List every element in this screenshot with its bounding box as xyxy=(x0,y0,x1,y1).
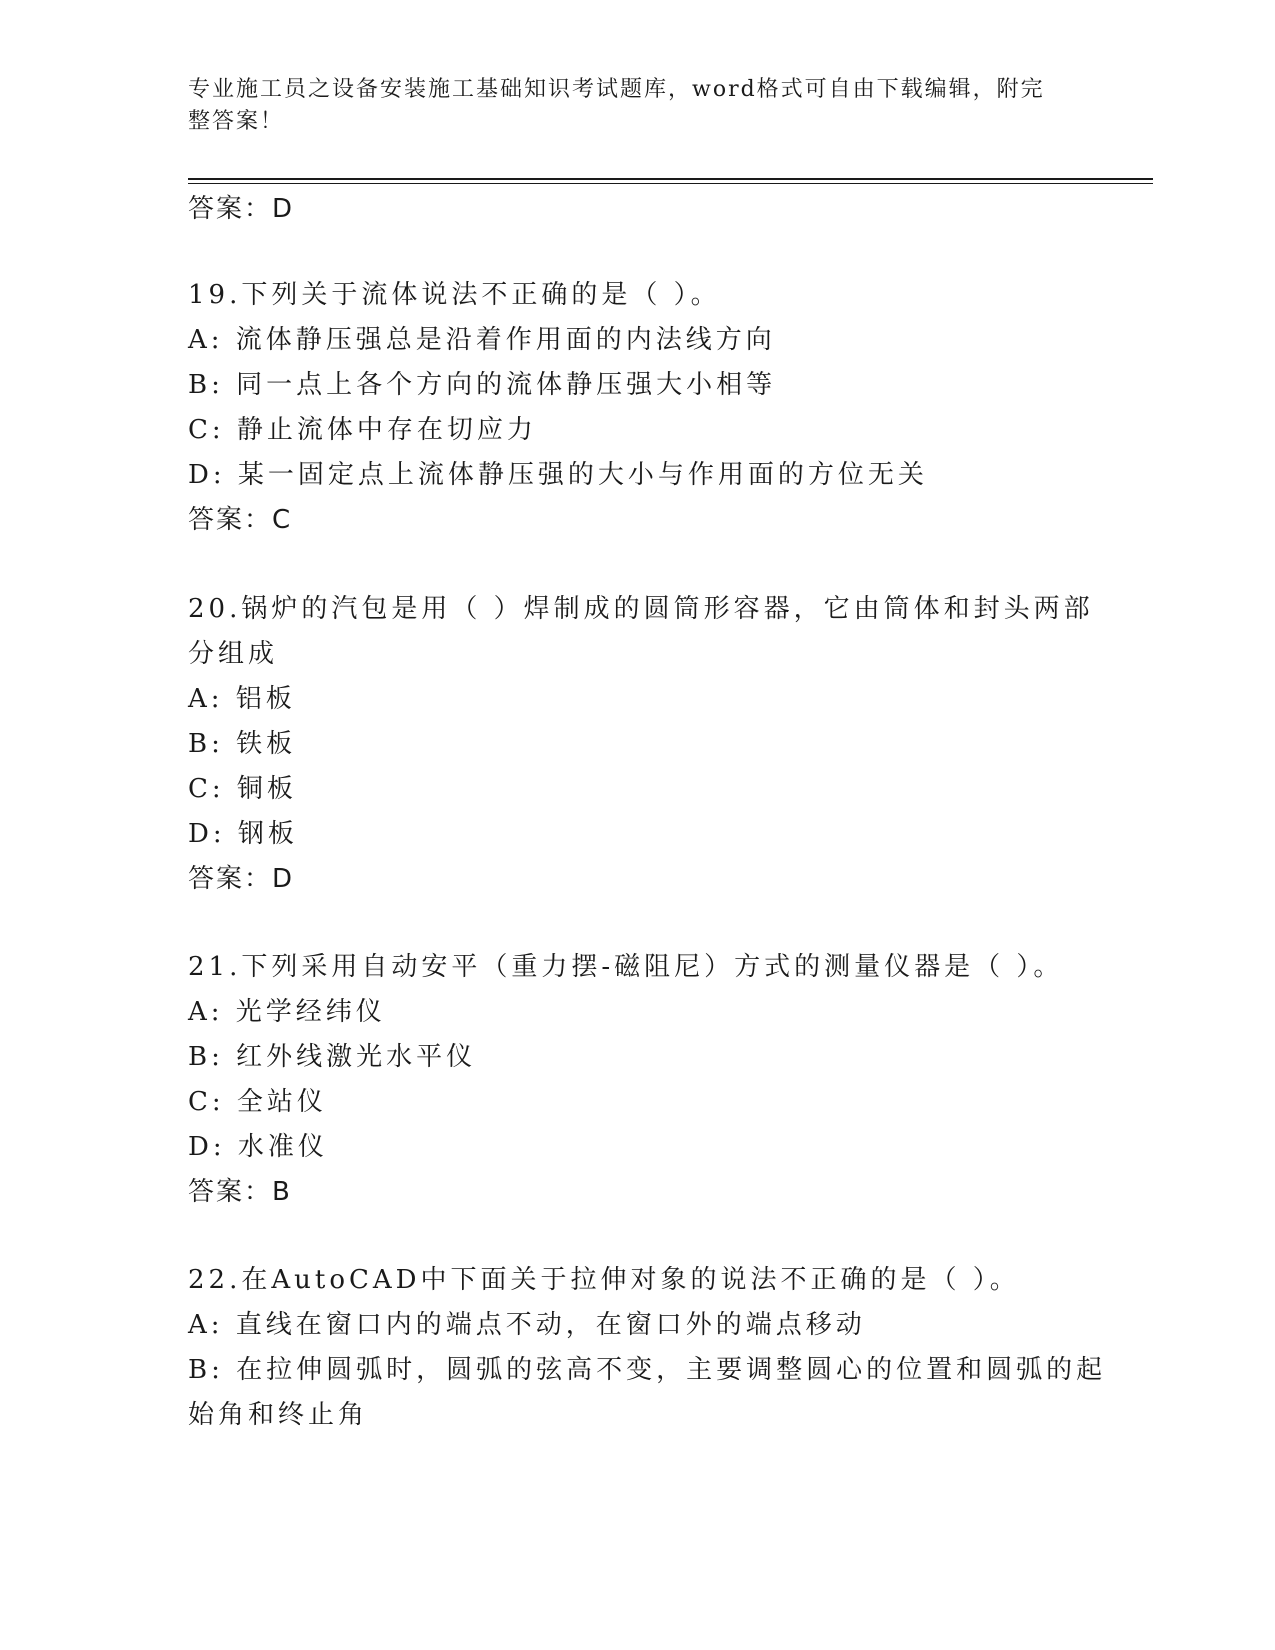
header-text-line1: 专业施工员之设备安装施工基础知识考试题库，word格式可自由下载编辑，附完 xyxy=(188,77,1045,102)
answer-18: 答案：D xyxy=(188,194,295,224)
question-20-stem: 20.锅炉的汽包是用（ ）焊制成的圆筒形容器，它由筒体和封头两部 xyxy=(188,594,1094,624)
q22-option-b-cont: 始角和终止角 xyxy=(188,1400,369,1430)
q21-option-b: B: 红外线激光水平仪 xyxy=(188,1042,477,1072)
header-text-line2: 整答案！ xyxy=(188,109,285,134)
q20-option-a: A: 铝板 xyxy=(188,684,296,714)
q21-option-c: C: 全站仪 xyxy=(188,1087,327,1117)
answer-21: 答案：B xyxy=(188,1177,292,1207)
q19-option-b: B: 同一点上各个方向的流体静压强大小相等 xyxy=(188,370,777,400)
answer-19: 答案：C xyxy=(188,505,293,535)
q20-option-d: D: 钢板 xyxy=(188,819,298,849)
q19-option-a: A: 流体静压强总是沿着作用面的内法线方向 xyxy=(188,325,776,355)
q21-option-d: D: 水准仪 xyxy=(188,1132,328,1162)
question-21-stem: 21.下列采用自动安平（重力摆-磁阻尼）方式的测量仪器是（ ）。 xyxy=(188,952,1064,982)
header-divider xyxy=(188,178,1153,180)
q22-option-a: A: 直线在窗口内的端点不动，在窗口外的端点移动 xyxy=(188,1310,866,1340)
question-19-stem: 19.下列关于流体说法不正确的是（ ）。 xyxy=(188,280,721,310)
q20-option-c: C: 铜板 xyxy=(188,774,297,804)
answer-20: 答案：D xyxy=(188,864,295,894)
q19-option-d: D: 某一固定点上流体静压强的大小与作用面的方位无关 xyxy=(188,460,928,490)
q20-option-b: B: 铁板 xyxy=(188,729,297,759)
q22-option-b: B: 在拉伸圆弧时，圆弧的弦高不变，主要调整圆心的位置和圆弧的起 xyxy=(188,1355,1107,1385)
page-header xyxy=(188,74,1088,138)
question-22-stem: 22.在AutoCAD中下面关于拉伸对象的说法不正确的是（ ）。 xyxy=(188,1265,1020,1295)
question-20-stem-cont: 分组成 xyxy=(188,639,279,669)
q21-option-a: A: 光学经纬仪 xyxy=(188,997,386,1027)
q19-option-c: C: 静止流体中存在切应力 xyxy=(188,415,537,445)
header-divider-thin xyxy=(188,183,1153,184)
